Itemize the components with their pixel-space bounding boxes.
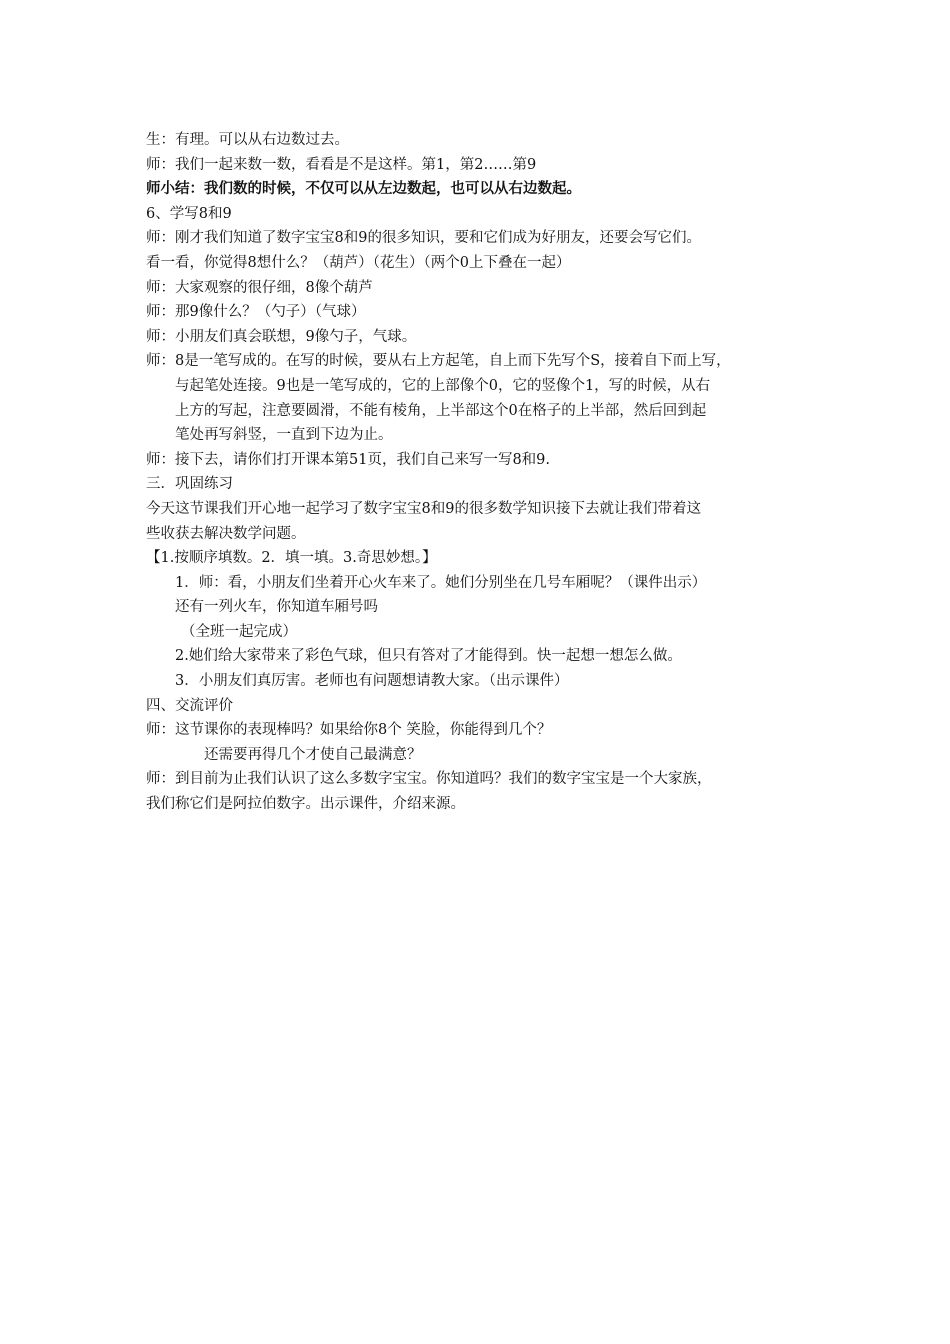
text-line: 我们称它们是阿拉伯数字。出示课件，介绍来源。: [146, 796, 465, 813]
exercise-item: 2.她们给大家带来了彩色气球，但只有答对了才能得到。快一起想一想怎么做。: [175, 648, 682, 665]
text-line: 师：小朋友们真会联想，9像勺子，气球。: [146, 328, 417, 345]
exercise-item: 3．小朋友们真厉害。老师也有问题想请教大家。（出示课件）: [175, 673, 569, 690]
text-line: 师：那9像什么？（勺子）（气球）: [146, 304, 366, 321]
section-heading: 6、学写8和9: [146, 205, 232, 222]
text-line: 师：这节课你的表现棒吗？如果给你8个 笑脸，你能得到几个？: [146, 722, 552, 739]
text-line: 上方的写起，注意要圆滑，不能有棱角，上半部这个0在格子的上半部，然后回到起: [175, 402, 707, 419]
text-line: 师：接下去，请你们打开课本第51页，我们自己来写一写8和9.: [146, 451, 551, 468]
text-line: 生：有理。可以从右边数过去。: [146, 132, 349, 148]
text-line: 师：刚才我们知道了数字宝宝8和9的很多知识，要和它们成为好朋友，还要会写它们。: [146, 230, 701, 247]
text-line: 看一看，你觉得8想什么？（葫芦）（花生）（两个0上下叠在一起）: [146, 254, 571, 271]
text-line: 与起笔处连接。9也是一笔写成的，它的上部像个0，它的竖像个1，写的时候，从右: [175, 377, 711, 394]
document-page: [146, 128, 826, 817]
exercise-list: 【1.按顺序填数。2．填一填。3.奇思妙想。】: [146, 550, 437, 567]
text-line: （全班一起完成）: [181, 623, 297, 640]
text-line: 师：我们一起来数一数，看看是不是这样。第1，第2……第9: [146, 156, 537, 173]
text-line: 师：到目前为止我们认识了这么多数字宝宝。你知道吗？我们的数字宝宝是一个大家族，: [146, 771, 712, 788]
text-line: 些收获去解决数学问题。: [146, 525, 306, 542]
text-line: 笔处再写斜竖，一直到下边为止。: [175, 427, 393, 444]
text-line: 还有一列火车，你知道车厢号吗: [175, 599, 378, 616]
section-heading: 三．巩固练习: [146, 476, 233, 493]
exercise-item: 1．师：看，小朋友们坐着开心火车来了。她们分别坐在几号车厢呢？（课件出示）: [175, 574, 707, 591]
text-line: 师：大家观察的很仔细，8像个葫芦: [146, 279, 373, 296]
text-line: 师：8是一笔写成的。在写的时候，要从右上方起笔，自上而下先写个S，接着自下而上写，: [146, 353, 731, 370]
text-line: 今天这节课我们开心地一起学习了数字宝宝8和9的很多数学知识接下去就让我们带着这: [146, 500, 701, 517]
section-heading: 四、交流评价: [146, 697, 233, 714]
summary-line: 师小结：我们数的时候，不仅可以从左边数起，也可以从右边数起。: [146, 181, 581, 198]
text-line: 还需要再得几个才使自己最满意？: [204, 746, 422, 763]
